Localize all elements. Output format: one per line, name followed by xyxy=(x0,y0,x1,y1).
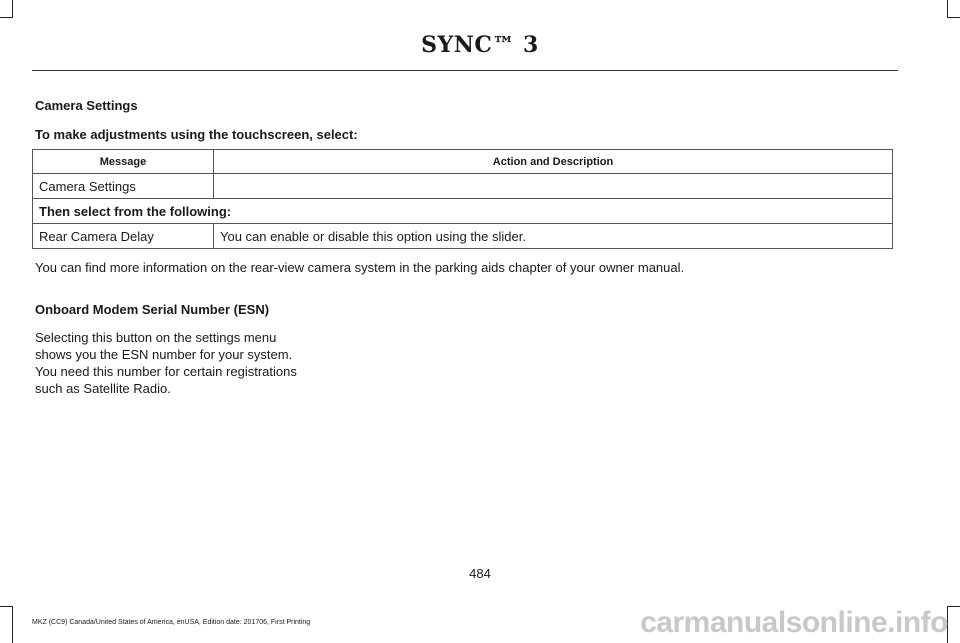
cell-action xyxy=(214,174,893,199)
column-header-action: Action and Description xyxy=(214,150,893,174)
cell-message: Camera Settings xyxy=(33,174,214,199)
crop-mark-top-right-h xyxy=(947,17,960,18)
footer-edition-info: MKZ (CC9) Canada/United States of America, enUSA, Edition date: 201706, First Printing xyxy=(32,619,311,626)
watermark-logo: carmanualsonline.info xyxy=(640,606,948,639)
table-row xyxy=(33,174,893,199)
table-row xyxy=(33,224,893,249)
crop-mark-bottom-right-h xyxy=(947,606,960,607)
crop-mark-top-left-h xyxy=(0,17,13,18)
header-divider xyxy=(32,70,898,71)
page-number: 484 xyxy=(469,566,491,581)
settings-table xyxy=(32,149,893,249)
camera-settings-heading: Camera Settings xyxy=(35,98,138,113)
esn-body: Selecting this button on the settings menu shows you the ESN number for your system. You need this number for certain registrations such as Satellite Radio. xyxy=(35,330,297,396)
camera-settings-intro: To make adjustments using the touchscreen, select: xyxy=(35,127,358,142)
column-header-message: Message xyxy=(33,150,214,174)
table-header-row xyxy=(33,150,893,174)
crop-mark-top-left-v xyxy=(12,0,13,18)
table-span-row xyxy=(33,199,893,224)
cell-span: Then select from the following: xyxy=(33,199,893,224)
more-info-paragraph: You can find more information on the rear-view camera system in the parking aids chapter of your owner manual. xyxy=(35,260,685,275)
crop-mark-top-right-v xyxy=(947,0,948,18)
cell-action: You can enable or disable this option using the slider. xyxy=(214,224,893,249)
esn-heading: Onboard Modem Serial Number (ESN) xyxy=(35,302,270,317)
crop-mark-bottom-left-h xyxy=(0,606,13,607)
cell-message: Rear Camera Delay xyxy=(33,224,214,249)
crop-mark-bottom-left-v xyxy=(12,606,13,643)
page-header-title: SYNC™ 3 xyxy=(421,32,539,58)
